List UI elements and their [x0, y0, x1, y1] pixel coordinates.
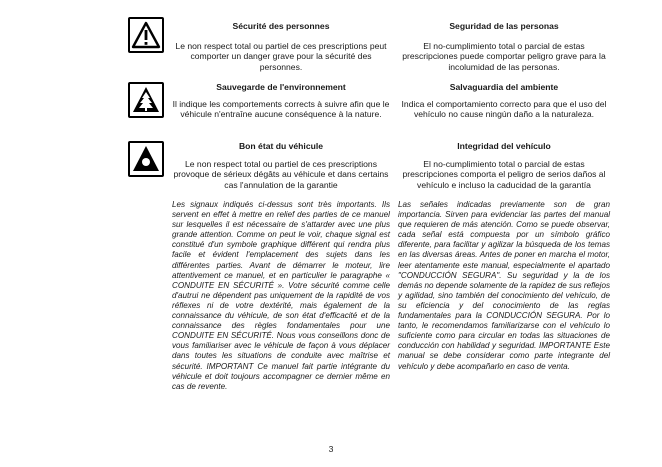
section-text-es: El no-cumplimiento total o parcial de estas prescripciones puede comportar peligro grave para la incolumidad de las personas. [402, 41, 606, 72]
body-text-es: Las señales indicadas previamente son de gran importancia. Sirven para evidenciar las partes del manual que requieren de más atención. Como se puede observar, cada señal está compuesta por un símbolo gráfico diferente, para facilitar y agilizar la búsqueda de los temas en las diversas áreas. Antes de poner en marcha el motor, leer atentamente este manual, especialmente el apartado "CONDUCCIÓN SEGURA". Su seguridad y la de los demás no depende solamente de la rapidez de sus reflejos y agilidad, sino también del conocimiento del vehículo, de su eficiencia y del conocimiento de las reglas fundamentales para la CONDUCCIÓN SEGURA. Por lo tanto, le recomendamos familiarizarse con el vehículo lo suficiente como para circular en todas las situaciones de conducción con habilidad y seguridad. IMPORTANTE Este manual se debe considerar como parte integrante del vehículo y debe acompañarlo en caso de venta. [398, 200, 610, 371]
section-text-fr: Le non respect total ou partiel de ces prescriptions peut comporter un danger grave pour la sécurité des personnes. [175, 41, 387, 72]
warning-triangle-icon [128, 17, 164, 53]
section-title-fr: Sécurité des personnes [232, 21, 330, 31]
section-text-fr: Le non respect total ou partiel de ces prescriptions provoque de sérieux dégâts au véhicule et dans certains cas l'annulation de la garantie [173, 159, 389, 190]
section-text-es: Indica el comportamiento correcto para que el uso del vehículo no cause ningún daño a la naturaleza. [401, 99, 607, 120]
section-title-fr: Sauvegarde de l'environnement [216, 82, 346, 92]
page-number: 3 [328, 444, 334, 454]
body-text-fr: Les signaux indiqués ci-dessus sont très importants. Ils servent en effet à mettre en relief des parties de ce manuel sur lesquelles il est nécessaire de s'attarder avec une plus grande attention. Comme on peut le voir, chaque signal est constitué d'un symbole graphique différent qui rendra plus facile et évident l'emplacement des sujets dans les différentes parties. Avant de démarrer le moteur, lire attentivement ce manuel, et en particulier le paragraphe « CONDUITE EN SÉCURITÉ ». Votre sécurité comme celle d'autrui ne dépendent pas uniquement de la rapidité de vos réflexes ni de votre dextérité, mais également de la connaissance du véhicule, de son état d'efficacité et de la connaissance des règles fondamentales pour une CONDUITE EN SÉCURITÉ. Nous vous conseillons donc de vous familiariser avec le véhicule de façon à vous déplacer dans toutes les situations de conduite avec maîtrise et sécurité. IMPORTANT Ce manuel fait partie intégrante du véhicule et doit toujours accompagner ce dernier même en cas de revente. [172, 200, 390, 391]
vehicle-integrity-icon [128, 141, 164, 177]
section-title-es: Salvaguardia del ambiente [449, 82, 559, 92]
section-title-es: Seguridad de las personas [449, 21, 559, 31]
environment-tree-icon [128, 82, 164, 118]
section-text-es: El no-cumplimiento total o parcial de estas prescripciones comporta el peligro de serios daños al vehículo e incluso la caducidad de la garantía [402, 159, 606, 190]
section-text-fr: Il indique les comportements corrects à suivre afin que le véhicule n'entraîne aucune conséquence à la nature. [172, 99, 390, 120]
section-title-fr: Bon état du véhicule [238, 141, 324, 151]
section-title-es: Integridad del vehículo [457, 141, 551, 151]
